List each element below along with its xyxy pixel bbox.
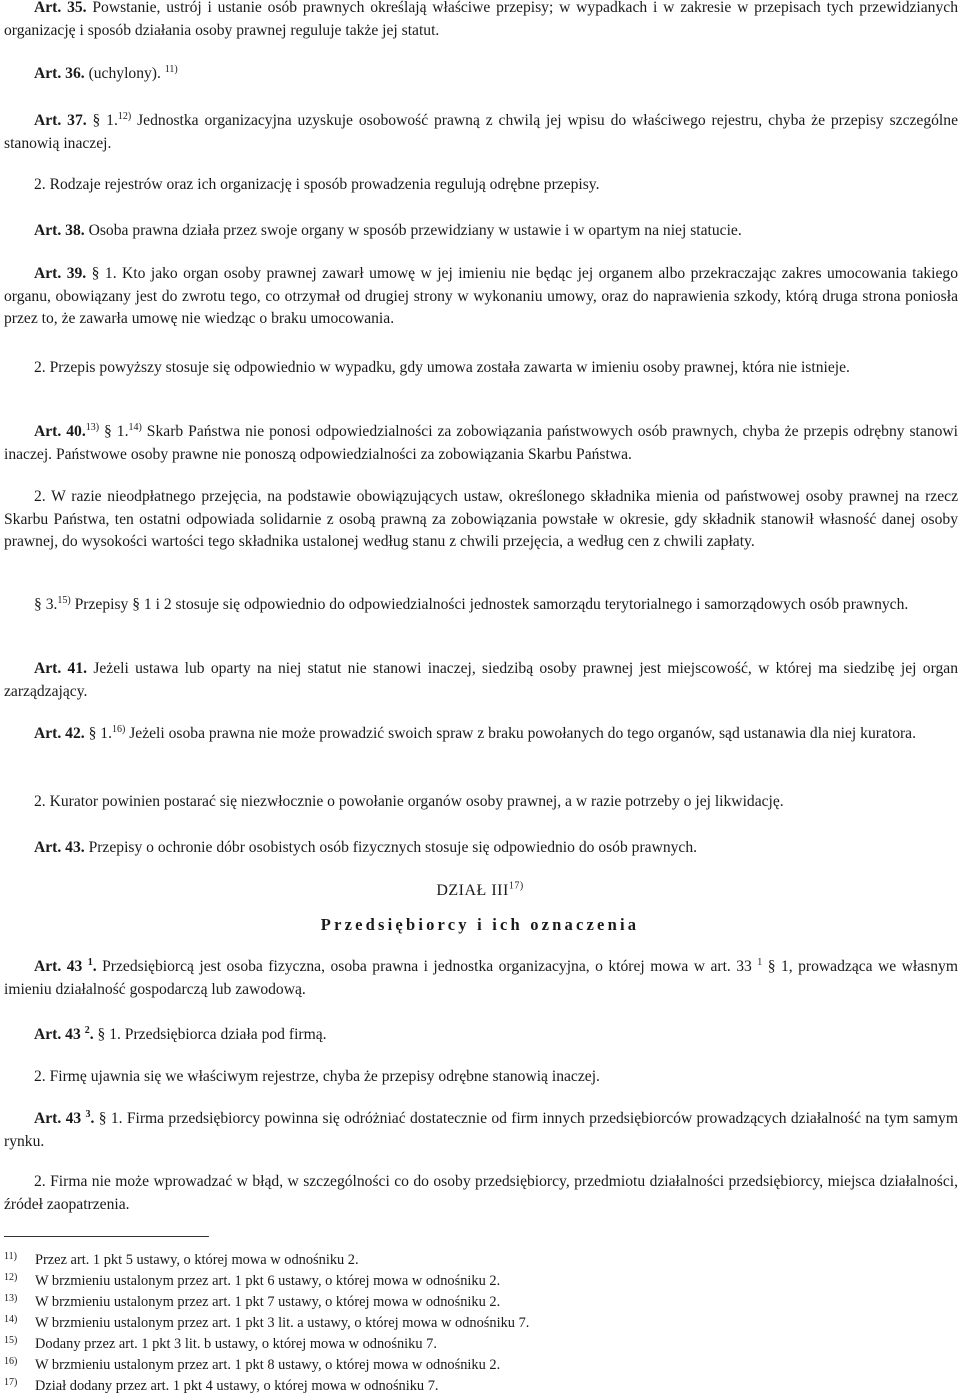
footnote-ref: 14)	[128, 421, 142, 433]
article-38	[4, 220, 958, 243]
article-label	[34, 958, 97, 975]
article-40-par-3	[4, 594, 958, 617]
paragraph-text: 2. Rodzaje rejestrów oraz ich organizację i sposób prowadzenia regulują odrębne przepisy.	[34, 176, 600, 193]
paragraph-text: 2. Przepis powyższy stosuje się odpowiednio w wypadku, gdy umowa została zawarta w imieniu osoby prawnej, która nie istnieje.	[34, 359, 850, 376]
article-label: Art. 42.	[34, 725, 85, 742]
article-text: § 1. Przedsiębiorca działa pod firmą.	[93, 1026, 327, 1043]
article-text: Jeżeli osoba prawna nie może prowadzić swoich spraw z braku powołanych do tego organów, sąd ustanawia dla niej kuratora.	[125, 725, 917, 742]
footnote-ref: 16)	[111, 723, 126, 735]
article-36	[4, 63, 958, 86]
article-label: Art. 43.	[34, 839, 85, 856]
article-43-1	[4, 956, 958, 1001]
article-text: Jeżeli ustawa lub oparty na niej statut nie stanowi inaczej, siedzibą osoby prawnej jest miejscowość, w której ma siedzibę jej organ zarządzający.	[4, 660, 958, 700]
section-title	[0, 880, 960, 903]
footnote-ref: 11)	[164, 63, 178, 75]
article-superscript: 1	[87, 956, 93, 968]
article-label-text: Art. 43	[34, 1026, 81, 1043]
article-42-par-2	[4, 791, 958, 814]
article-text: Przepisy o ochronie dóbr osobistych osób fizycznych stosuje się odpowiednio do osób prawnych.	[84, 839, 698, 856]
footnote-number: 11)	[4, 1251, 17, 1262]
article-text: Osoba prawna działa przez swoje organy w sposób przewidziany w ustawie i w opartym na niej statucie.	[84, 222, 742, 239]
paragraph-text: 2. Firma nie może wprowadzać w błąd, w szczególności co do osoby przedsiębiorcy, przedmiotu działalności przedsiębiorcy, miejsca działalności, źródeł zaopatrzenia.	[4, 1173, 958, 1213]
article-42	[4, 723, 958, 746]
article-41	[4, 658, 958, 703]
footnote-number: 17)	[4, 1377, 18, 1388]
footnote-number: 12)	[4, 1272, 18, 1283]
footnote-divider	[4, 1236, 209, 1237]
footnote-text: Dodany przez art. 1 pkt 3 lit. b ustawy, o której mowa w odnośniku 7.	[35, 1336, 437, 1352]
article-label-text: Art. 43	[34, 958, 83, 975]
paragraph-text: 2. Kurator powinien postarać się niezwłocznie o powołanie organów osoby prawnej, a w razie potrzeby o jej likwidację.	[34, 793, 784, 810]
article-label: Art. 40.	[34, 423, 86, 440]
article-text: (uchylony).	[84, 65, 161, 82]
article-label	[34, 1026, 94, 1043]
article-label: Art. 41.	[34, 660, 88, 677]
section-marker: § 1.	[86, 112, 118, 129]
article-label-tail: .	[89, 1026, 94, 1043]
article-text: § 1. Kto jako organ osoby prawnej zawarł umowę w jej imieniu nie będąc jej organem albo przekraczając zakres umocowania takiego organu, obowiązany jest do zwrotu tego, co otrzymał od drugiej strony w wykonaniu umowy, oraz do naprawienia szkody, którą druga strona poniosła przez to, że zawarła umowę nie wiedząc o braku umocowania.	[4, 265, 959, 327]
section-marker: § 3.	[34, 596, 58, 613]
footnote-number: 15)	[4, 1335, 18, 1346]
article-label: Art. 38.	[34, 222, 85, 239]
article-40	[4, 421, 958, 466]
paragraph-text: 2. Firmę ujawnia się we właściwym rejestrze, chyba że przepisy odrębne stanowią inaczej.	[34, 1068, 600, 1085]
article-label: Art. 39.	[34, 265, 87, 282]
footnote-text: Dział dodany przez art. 1 pkt 4 ustawy, o której mowa w odnośniku 7.	[35, 1378, 439, 1394]
article-text: § 1. Firma przedsiębiorcy powinna się odróżniać dostatecznie od firm innych przedsiębiorców prowadzących działalność na tym samym rynku.	[4, 1110, 958, 1150]
article-39-par-2	[4, 357, 958, 380]
paragraph-text: 2. W razie nieodpłatnego przejęcia, na podstawie obowiązujących ustaw, określonego składnika mienia od państwowej osoby prawnej na rzecz Skarbu Państwa, ten ostatni odpowiada solidarnie z osobą prawną za zobowiązania powstałe w okresie, gdy składnik stanowił własność danej osoby prawnej, do wysokości wartości tego składnika ustalonej według stanu z chwili przejęcia, a według cen z chwili zapłaty.	[4, 488, 958, 550]
article-text: Powstanie, ustrój i ustanie osób prawnych określają właściwe przepisy; w wypadkach i w zakresie w przepisach tych przewidzianych organizację i sposób działania osoby prawnej reguluje także jej statut.	[4, 0, 958, 39]
footnote-number: 13)	[4, 1293, 18, 1304]
section-title-text: DZIAŁ III	[436, 882, 509, 899]
footnote-text: W brzmieniu ustalonym przez art. 1 pkt 6 ustawy, o której mowa w odnośniku 2.	[35, 1273, 501, 1289]
article-text-cont: § 1, prowadząca we własnym imieniu działalność gospodarczą lub zawodową.	[4, 958, 958, 998]
article-label	[34, 1110, 94, 1127]
article-43	[4, 837, 958, 860]
article-39	[4, 263, 958, 331]
section-subtitle: Przedsiębiorcy i ich oznaczenia	[320, 915, 640, 934]
footnote-text: Przez art. 1 pkt 5 ustawy, o której mowa w odnośniku 2.	[35, 1252, 359, 1268]
article-superscript: 3	[85, 1108, 91, 1120]
footnote-ref: 17)	[508, 880, 524, 892]
section-marker: § 1.	[99, 423, 129, 440]
article-label-text: Art. 43	[34, 1110, 82, 1127]
article-label-tail: .	[92, 958, 97, 975]
footnote-number: 14)	[4, 1314, 18, 1325]
footnote-ref: 15)	[57, 594, 71, 606]
footnote-text: W brzmieniu ustalonym przez art. 1 pkt 3 lit. a ustawy, o której mowa w odnośniku 7.	[35, 1315, 530, 1331]
footnote-text: W brzmieniu ustalonym przez art. 1 pkt 8 ustawy, o której mowa w odnośniku 2.	[35, 1357, 501, 1373]
footnote-ref: 12)	[117, 110, 132, 122]
footnote-ref: 13)	[85, 421, 100, 433]
article-43-2	[4, 1024, 958, 1047]
article-37	[4, 110, 958, 155]
footnote-text: W brzmieniu ustalonym przez art. 1 pkt 7 ustawy, o której mowa w odnośniku 2.	[35, 1294, 501, 1310]
article-40-par-2	[4, 486, 958, 554]
reference-superscript: 1	[757, 956, 763, 968]
section-marker: § 1.	[84, 725, 112, 742]
article-text: Przedsiębiorcą jest osoba fizyczna, osoba prawna i jednostka organizacyjna, o której mowa w art. 33	[96, 958, 752, 975]
article-43-3	[4, 1108, 958, 1153]
article-text: Jednostka organizacyjna uzyskuje osobowość prawną z chwilą jej wpisu do właściwego rejestru, chyba że przepisy szczególne stanowią inaczej.	[4, 112, 958, 152]
article-text: Skarb Państwa nie ponosi odpowiedzialności za zobowiązania państwowych osób prawnych, chyba że przepis odrębny stanowi inaczej. Państwowe osoby prawne nie ponoszą odpowiedzialności za zobowiązania Skarbu Państwa.	[4, 423, 959, 463]
article-label: Art. 36.	[34, 65, 85, 82]
article-label: Art. 37.	[34, 112, 87, 129]
article-35	[4, 0, 958, 42]
footnote-number: 16)	[4, 1356, 18, 1367]
article-label-tail: .	[90, 1110, 95, 1127]
article-label: Art. 35.	[34, 0, 87, 16]
paragraph-text: Przepisy § 1 i 2 stosuje się odpowiednio do odpowiedzialności jednostek samorządu terytorialnego i samorządowych osób prawnych.	[70, 596, 909, 613]
article-43-3-par-2	[4, 1171, 958, 1216]
article-superscript: 2	[84, 1024, 90, 1036]
article-37-par-2	[4, 174, 958, 197]
article-43-2-par-2	[4, 1066, 958, 1089]
